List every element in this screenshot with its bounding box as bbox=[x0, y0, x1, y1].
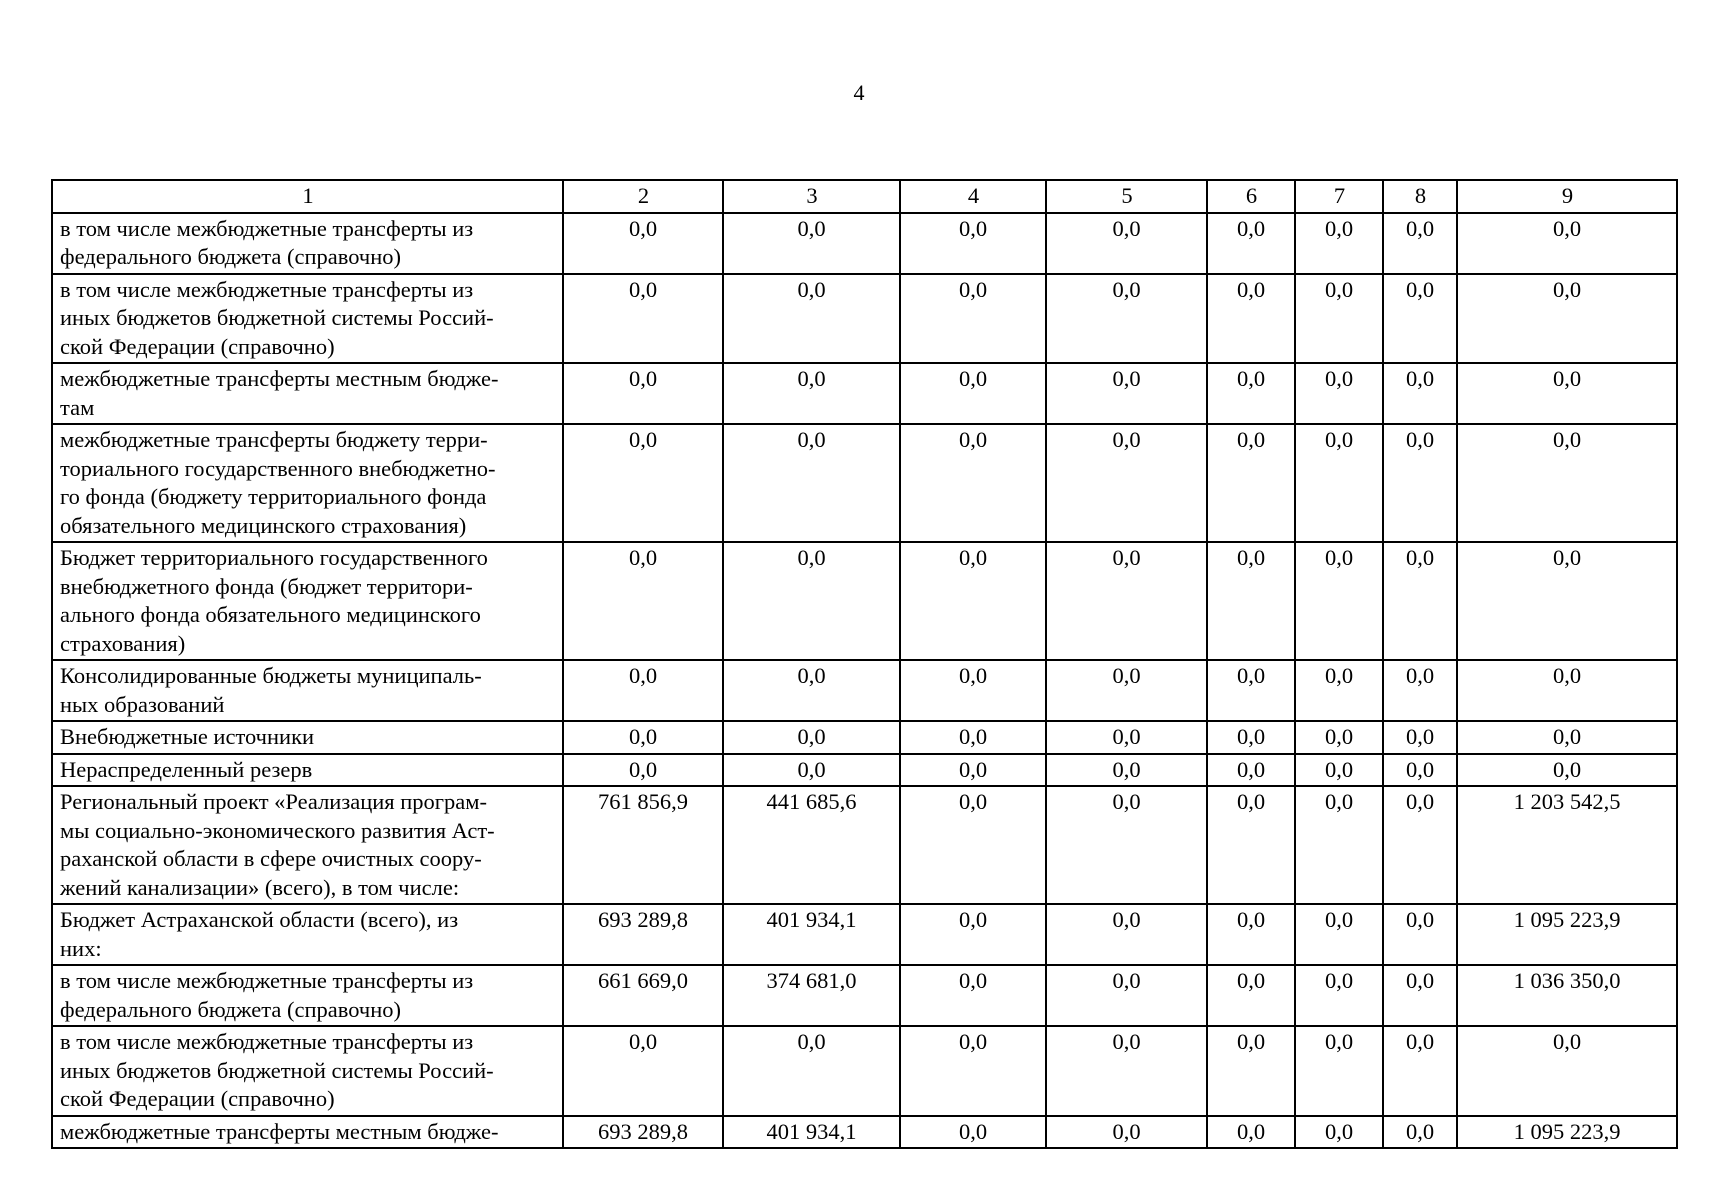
row-label-line: раханской области в сфере очистных соору- bbox=[60, 846, 482, 871]
row-label-line: в том числе межбюджетные трансферты из bbox=[60, 1029, 474, 1054]
row-label-line: там bbox=[60, 394, 95, 420]
cell-col-5: 0,0 bbox=[1046, 660, 1207, 721]
row-label-line: ального фонда обязательного медицинского bbox=[60, 602, 481, 627]
cell-col-7: 0,0 bbox=[1295, 363, 1383, 424]
cell-col-8: 0,0 bbox=[1383, 904, 1457, 965]
row-label bbox=[52, 721, 563, 754]
table-body bbox=[52, 213, 1677, 1149]
cell-col-9: 0,0 bbox=[1457, 213, 1677, 274]
cell-col-3: 0,0 bbox=[723, 424, 900, 542]
cell-col-9: 1 036 350,0 bbox=[1457, 965, 1677, 1026]
table-row bbox=[52, 542, 1677, 660]
cell-col-4: 0,0 bbox=[900, 786, 1046, 904]
cell-col-4: 0,0 bbox=[900, 213, 1046, 274]
column-header-4: 4 bbox=[900, 180, 1046, 213]
cell-col-4: 0,0 bbox=[900, 1116, 1046, 1149]
row-label-line: обязательного медицинского страхования) bbox=[60, 512, 467, 538]
table-row bbox=[52, 363, 1677, 424]
cell-col-4: 0,0 bbox=[900, 660, 1046, 721]
row-label-line: Консолидированные бюджеты муниципаль- bbox=[60, 663, 482, 688]
row-label-line: в том числе межбюджетные трансферты из bbox=[60, 215, 474, 241]
column-header-9: 9 bbox=[1457, 180, 1677, 213]
row-label bbox=[52, 754, 563, 787]
cell-col-7: 0,0 bbox=[1295, 542, 1383, 660]
table-row bbox=[52, 424, 1677, 542]
cell-col-8: 0,0 bbox=[1383, 274, 1457, 364]
cell-col-5: 0,0 bbox=[1046, 786, 1207, 904]
row-label-line: ных образований bbox=[60, 691, 225, 717]
row-label-line: межбюджетные трансферты местным бюдже- bbox=[60, 1118, 499, 1144]
cell-col-8: 0,0 bbox=[1383, 363, 1457, 424]
cell-col-3: 0,0 bbox=[723, 721, 900, 754]
cell-col-5: 0,0 bbox=[1046, 542, 1207, 660]
cell-col-3: 0,0 bbox=[723, 213, 900, 274]
row-label-line: иных бюджетов бюджетной системы Россий- bbox=[60, 305, 494, 330]
row-label bbox=[52, 1116, 563, 1149]
row-label bbox=[52, 1026, 563, 1116]
row-label-line: федерального бюджета (справочно) bbox=[60, 244, 401, 269]
cell-col-3: 0,0 bbox=[723, 754, 900, 787]
cell-col-6: 0,0 bbox=[1207, 660, 1295, 721]
cell-col-5: 0,0 bbox=[1046, 904, 1207, 965]
row-label-line: ской Федерации (справочно) bbox=[60, 1086, 335, 1111]
row-label bbox=[52, 542, 563, 660]
cell-col-6: 0,0 bbox=[1207, 904, 1295, 965]
row-label bbox=[52, 965, 563, 1026]
row-label bbox=[52, 274, 563, 364]
row-label-line: мы социально-экономического развития Аст- bbox=[60, 817, 495, 843]
row-label-line: них: bbox=[60, 935, 102, 961]
row-label bbox=[52, 363, 563, 424]
table-row bbox=[52, 965, 1677, 1026]
column-header-2: 2 bbox=[563, 180, 723, 213]
cell-col-7: 0,0 bbox=[1295, 660, 1383, 721]
cell-col-5: 0,0 bbox=[1046, 274, 1207, 364]
cell-col-4: 0,0 bbox=[900, 754, 1046, 787]
cell-col-6: 0,0 bbox=[1207, 1026, 1295, 1116]
cell-col-2: 0,0 bbox=[563, 754, 723, 787]
column-header-1: 1 bbox=[52, 180, 563, 213]
cell-col-7: 0,0 bbox=[1295, 786, 1383, 904]
cell-col-7: 0,0 bbox=[1295, 904, 1383, 965]
cell-col-8: 0,0 bbox=[1383, 542, 1457, 660]
cell-col-7: 0,0 bbox=[1295, 965, 1383, 1026]
table-row bbox=[52, 1116, 1677, 1149]
cell-col-6: 0,0 bbox=[1207, 754, 1295, 787]
cell-col-8: 0,0 bbox=[1383, 660, 1457, 721]
column-header-5: 5 bbox=[1046, 180, 1207, 213]
cell-col-6: 0,0 bbox=[1207, 965, 1295, 1026]
cell-col-2: 0,0 bbox=[563, 1026, 723, 1116]
row-label-line: федерального бюджета (справочно) bbox=[60, 996, 401, 1022]
cell-col-2: 693 289,8 bbox=[563, 904, 723, 965]
table-row bbox=[52, 904, 1677, 965]
cell-col-8: 0,0 bbox=[1383, 754, 1457, 787]
cell-col-8: 0,0 bbox=[1383, 424, 1457, 542]
cell-col-3: 0,0 bbox=[723, 660, 900, 721]
cell-col-7: 0,0 bbox=[1295, 1026, 1383, 1116]
cell-col-4: 0,0 bbox=[900, 1026, 1046, 1116]
cell-col-3: 0,0 bbox=[723, 542, 900, 660]
cell-col-7: 0,0 bbox=[1295, 1116, 1383, 1149]
cell-col-2: 0,0 bbox=[563, 721, 723, 754]
row-label-line: Бюджет территориального государственного bbox=[60, 545, 488, 570]
cell-col-9: 0,0 bbox=[1457, 542, 1677, 660]
table-row bbox=[52, 786, 1677, 904]
cell-col-9: 1 203 542,5 bbox=[1457, 786, 1677, 904]
cell-col-9: 0,0 bbox=[1457, 274, 1677, 364]
cell-col-9: 1 095 223,9 bbox=[1457, 904, 1677, 965]
cell-col-5: 0,0 bbox=[1046, 1026, 1207, 1116]
column-header-3: 3 bbox=[723, 180, 900, 213]
cell-col-2: 693 289,8 bbox=[563, 1116, 723, 1149]
cell-col-8: 0,0 bbox=[1383, 1026, 1457, 1116]
cell-col-9: 0,0 bbox=[1457, 363, 1677, 424]
row-label-line: Внебюджетные источники bbox=[60, 724, 315, 749]
cell-col-9: 0,0 bbox=[1457, 721, 1677, 754]
row-label-line: в том числе межбюджетные трансферты из bbox=[60, 968, 474, 993]
budget-table bbox=[51, 179, 1678, 1149]
row-label bbox=[52, 213, 563, 274]
cell-col-3: 401 934,1 bbox=[723, 904, 900, 965]
row-label-line: Региональный проект «Реализация програм- bbox=[60, 789, 488, 814]
cell-col-3: 0,0 bbox=[723, 1026, 900, 1116]
row-label bbox=[52, 786, 563, 904]
row-label bbox=[52, 424, 563, 542]
row-label-line: ской Федерации (справочно) bbox=[60, 333, 335, 359]
cell-col-9: 0,0 bbox=[1457, 1026, 1677, 1116]
cell-col-5: 0,0 bbox=[1046, 424, 1207, 542]
cell-col-4: 0,0 bbox=[900, 904, 1046, 965]
row-label-line: Бюджет Астраханской области (всего), из bbox=[60, 907, 459, 932]
cell-col-5: 0,0 bbox=[1046, 1116, 1207, 1149]
row-label-line: ториального государственного внебюджетно- bbox=[60, 455, 496, 481]
row-label bbox=[52, 660, 563, 721]
cell-col-7: 0,0 bbox=[1295, 721, 1383, 754]
cell-col-2: 0,0 bbox=[563, 213, 723, 274]
column-header-7: 7 bbox=[1295, 180, 1383, 213]
cell-col-2: 661 669,0 bbox=[563, 965, 723, 1026]
cell-col-6: 0,0 bbox=[1207, 721, 1295, 754]
cell-col-9: 0,0 bbox=[1457, 424, 1677, 542]
cell-col-9: 1 095 223,9 bbox=[1457, 1116, 1677, 1149]
cell-col-9: 0,0 bbox=[1457, 754, 1677, 787]
table-row bbox=[52, 274, 1677, 364]
cell-col-8: 0,0 bbox=[1383, 1116, 1457, 1149]
cell-col-3: 0,0 bbox=[723, 274, 900, 364]
cell-col-2: 0,0 bbox=[563, 363, 723, 424]
table-row bbox=[52, 721, 1677, 754]
cell-col-6: 0,0 bbox=[1207, 542, 1295, 660]
cell-col-7: 0,0 bbox=[1295, 274, 1383, 364]
cell-col-8: 0,0 bbox=[1383, 786, 1457, 904]
cell-col-8: 0,0 bbox=[1383, 721, 1457, 754]
cell-col-5: 0,0 bbox=[1046, 754, 1207, 787]
cell-col-9: 0,0 bbox=[1457, 660, 1677, 721]
row-label-line: межбюджетные трансферты местным бюдже- bbox=[60, 366, 499, 391]
row-label-line: в том числе межбюджетные трансферты из bbox=[60, 276, 474, 302]
cell-col-4: 0,0 bbox=[900, 721, 1046, 754]
cell-col-2: 761 856,9 bbox=[563, 786, 723, 904]
table-row bbox=[52, 1026, 1677, 1116]
cell-col-7: 0,0 bbox=[1295, 424, 1383, 542]
cell-col-6: 0,0 bbox=[1207, 363, 1295, 424]
cell-col-5: 0,0 bbox=[1046, 965, 1207, 1026]
cell-col-3: 0,0 bbox=[723, 363, 900, 424]
cell-col-5: 0,0 bbox=[1046, 721, 1207, 754]
column-header-8: 8 bbox=[1383, 180, 1457, 213]
column-header-6: 6 bbox=[1207, 180, 1295, 213]
cell-col-2: 0,0 bbox=[563, 542, 723, 660]
cell-col-7: 0,0 bbox=[1295, 754, 1383, 787]
cell-col-5: 0,0 bbox=[1046, 213, 1207, 274]
cell-col-5: 0,0 bbox=[1046, 363, 1207, 424]
cell-col-2: 0,0 bbox=[563, 274, 723, 364]
row-label-line: межбюджетные трансферты бюджету терри- bbox=[60, 427, 488, 452]
cell-col-8: 0,0 bbox=[1383, 213, 1457, 274]
row-label-line: страхования) bbox=[60, 630, 186, 656]
table-row bbox=[52, 754, 1677, 787]
cell-col-4: 0,0 bbox=[900, 363, 1046, 424]
header-row bbox=[52, 180, 1677, 213]
cell-col-3: 374 681,0 bbox=[723, 965, 900, 1026]
cell-col-4: 0,0 bbox=[900, 965, 1046, 1026]
table-row bbox=[52, 213, 1677, 274]
cell-col-8: 0,0 bbox=[1383, 965, 1457, 1026]
cell-col-3: 441 685,6 bbox=[723, 786, 900, 904]
cell-col-4: 0,0 bbox=[900, 274, 1046, 364]
row-label-line: иных бюджетов бюджетной системы Россий- bbox=[60, 1057, 494, 1083]
row-label-line: го фонда (бюджету территориального фонда bbox=[60, 484, 487, 509]
row-label-line: жений канализации» (всего), в том числе: bbox=[60, 874, 460, 900]
cell-col-3: 401 934,1 bbox=[723, 1116, 900, 1149]
row-label bbox=[52, 904, 563, 965]
row-label-line: Нераспределенный резерв bbox=[60, 756, 313, 782]
cell-col-4: 0,0 bbox=[900, 542, 1046, 660]
cell-col-7: 0,0 bbox=[1295, 213, 1383, 274]
cell-col-6: 0,0 bbox=[1207, 1116, 1295, 1149]
cell-col-6: 0,0 bbox=[1207, 786, 1295, 904]
table-row bbox=[52, 660, 1677, 721]
cell-col-4: 0,0 bbox=[900, 424, 1046, 542]
cell-col-2: 0,0 bbox=[563, 660, 723, 721]
row-label-line: внебюджетного фонда (бюджет территори- bbox=[60, 573, 473, 599]
cell-col-6: 0,0 bbox=[1207, 274, 1295, 364]
cell-col-6: 0,0 bbox=[1207, 213, 1295, 274]
page-number: 4 bbox=[853, 80, 865, 105]
cell-col-6: 0,0 bbox=[1207, 424, 1295, 542]
cell-col-2: 0,0 bbox=[563, 424, 723, 542]
